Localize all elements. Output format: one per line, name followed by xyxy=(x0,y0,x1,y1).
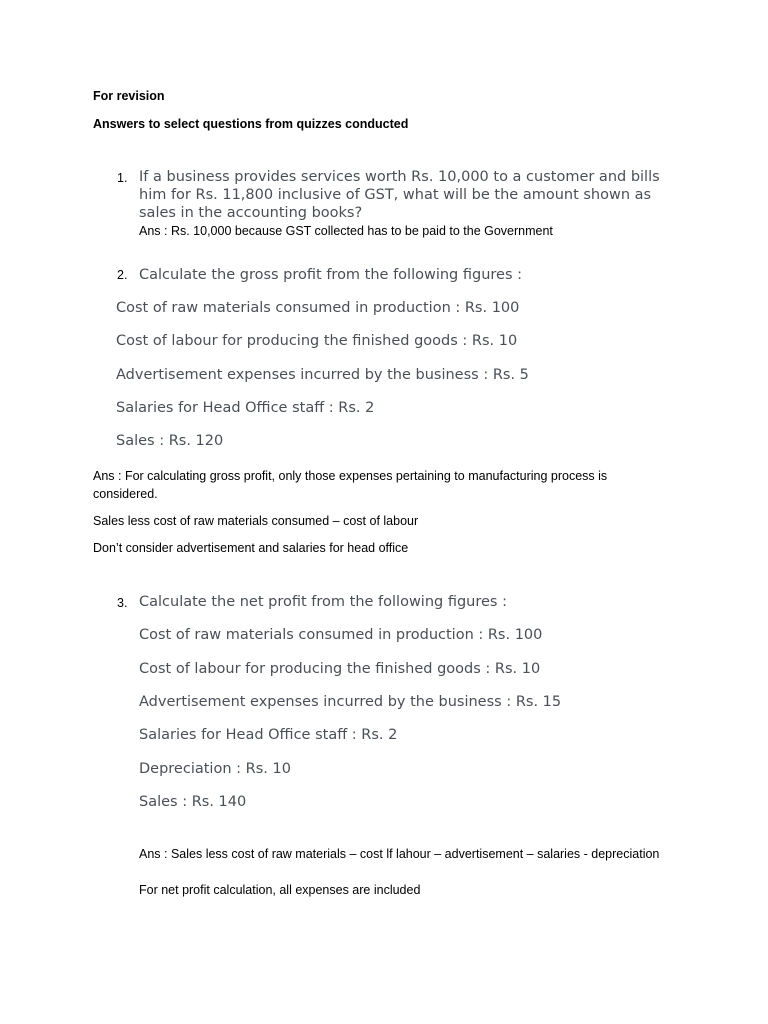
question-3-item: Sales : Rs. 140 xyxy=(139,794,247,810)
question-1-number: 1. xyxy=(117,171,128,185)
question-1-text: If a business provides services worth Rs. 10,000 to a customer and bills him for Rs. 11,800 inclusive of GST, what will be the amount shown as sales in the accounting books? xyxy=(139,169,660,221)
question-3-number: 3. xyxy=(117,596,128,610)
question-3-item: Advertisement expenses incurred by the business : Rs. 15 xyxy=(139,694,562,710)
subtitle-heading: Answers to select questions from quizzes conducted xyxy=(93,117,409,131)
question-2-item: Sales : Rs. 120 xyxy=(116,433,224,449)
question-3-answer: Ans : Sales less cost of raw materials – cost lf lahour – advertisement – salaries - depreciation xyxy=(139,847,660,861)
question-2-item: Cost of labour for producing the finished goods : Rs. 10 xyxy=(116,333,518,349)
question-3-item: Salaries for Head Office staff : Rs. 2 xyxy=(139,727,398,743)
question-1-answer: Ans : Rs. 10,000 because GST collected has to be paid to the Government xyxy=(139,224,553,238)
question-3-answer: For net profit calculation, all expenses are included xyxy=(139,883,421,897)
question-2-answer: Sales less cost of raw materials consumed – cost of labour xyxy=(93,514,419,528)
question-2-item: Salaries for Head Office staff : Rs. 2 xyxy=(116,400,375,416)
question-2-number: 2. xyxy=(117,268,128,282)
question-3-item: Depreciation : Rs. 10 xyxy=(139,761,291,777)
question-2-answer: Don’t consider advertisement and salaries for head office xyxy=(93,541,409,555)
question-2-text: Calculate the gross profit from the following figures : xyxy=(139,267,523,283)
revision-heading: For revision xyxy=(93,89,165,103)
question-3-item: Cost of labour for producing the finished goods : Rs. 10 xyxy=(139,661,541,677)
question-2-item: Cost of raw materials consumed in production : Rs. 100 xyxy=(116,300,520,316)
question-2-item: Advertisement expenses incurred by the business : Rs. 5 xyxy=(116,367,529,383)
question-3-item: Cost of raw materials consumed in production : Rs. 100 xyxy=(139,627,543,643)
question-2-answer: Ans : For calculating gross profit, only those expenses pertaining to manufacturing process is considered. xyxy=(93,469,608,501)
question-3-text: Calculate the net profit from the following figures : xyxy=(139,594,507,610)
